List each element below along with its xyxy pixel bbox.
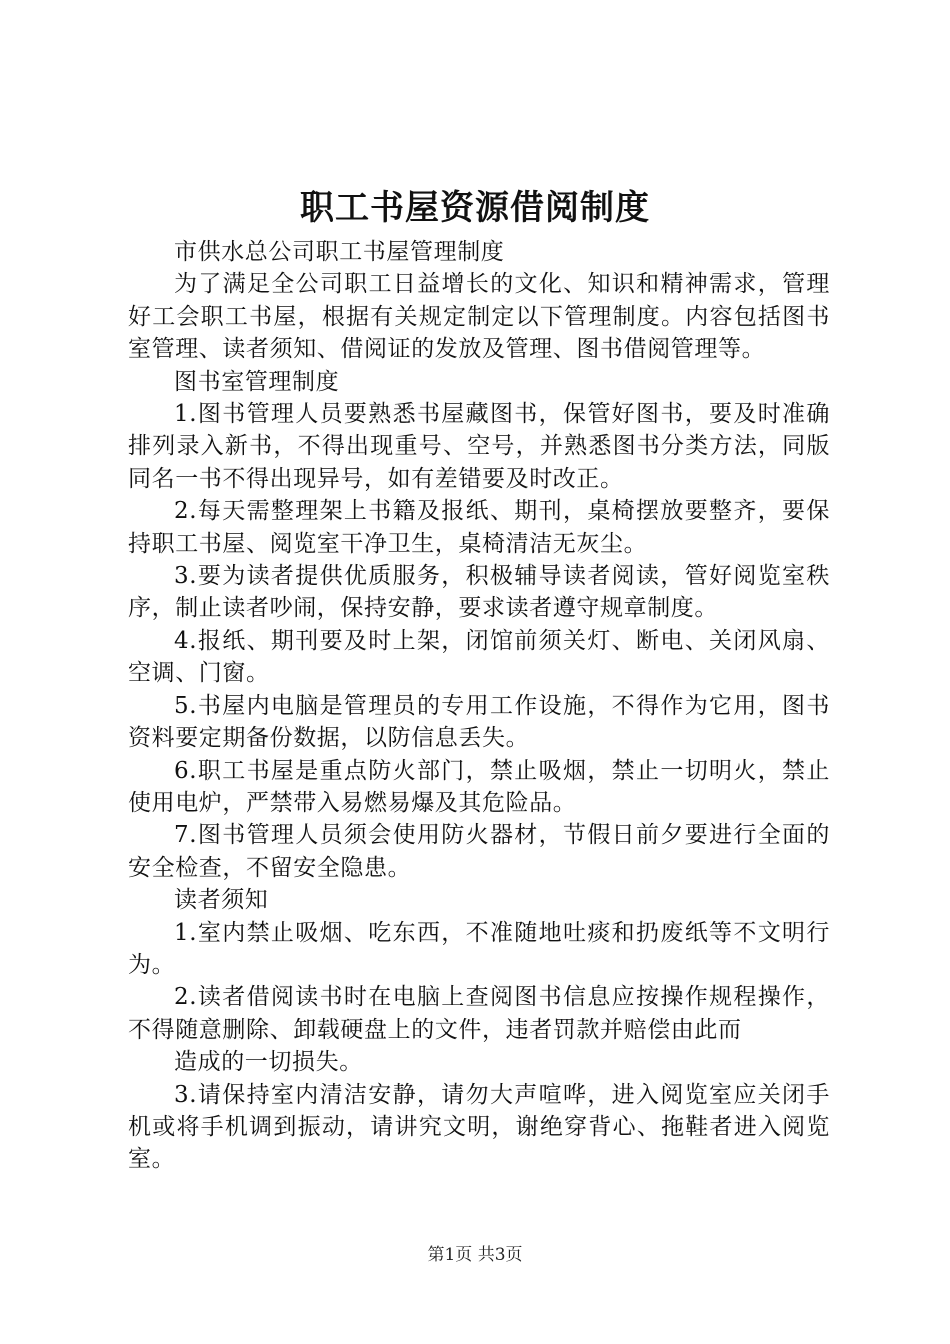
section-heading-library-rules: 图书室管理制度: [174, 368, 340, 395]
paragraph-rule-2: 2.每天需整理架上书籍及报纸、期刊，桌椅摆放要整齐，要保持职工书屋、阅览室干净卫生，桌椅清洁无灰尘。: [128, 498, 830, 557]
paragraph-rule-4: 4.报纸、期刊要及时上架，闭馆前须关灯、断电、关闭风扇、空调、门窗。: [128, 627, 830, 687]
document-title: 职工书屋资源借阅制度: [300, 188, 650, 228]
paragraph-rule-5: 5.书屋内电脑是管理员的专用工作设施，不得作为它用，图书资料要定期备份数据，以防信息丢失。: [128, 692, 830, 752]
paragraph-rule-6: 6.职工书屋是重点防火部门，禁止吸烟，禁止一切明火，禁止使用电炉，严禁带入易燃易爆及其危险品。: [128, 757, 830, 816]
document-body: [128, 236, 830, 1176]
paragraph-rule-3: 3.要为读者提供优质服务，积极辅导读者阅读，管好阅览室秩序，制止读者吵闹，保持安静，要求读者遵守规章制度。: [128, 563, 830, 622]
paragraph-notice-2: 2.读者借阅读书时在电脑上查阅图书信息应按操作规程操作，不得随意删除、卸载硬盘上的文件，违者罚款并赔偿由此而: [128, 984, 830, 1043]
paragraph-rule-7: 7.图书管理人员须会使用防火器材，节假日前夕要进行全面的安全检查，不留安全隐患。: [128, 822, 830, 881]
paragraph-intro-heading: 市供水总公司职工书屋管理制度: [174, 239, 505, 265]
paragraph-notice-3: 3.请保持室内清洁安静，请勿大声喧哗，进入阅览室应关闭手机或将手机调到振动，请讲究文明，谢绝穿背心、拖鞋者进入阅览室。: [128, 1081, 830, 1173]
paragraph-notice-1: 1.室内禁止吸烟、吃东西，不准随地吐痰和扔废纸等不文明行为。: [128, 919, 830, 978]
paragraph-notice-2-continued: 造成的一切损失。: [174, 1049, 363, 1076]
page-number-footer: 第1页 共3页: [427, 1245, 523, 1265]
paragraph-intro: 为了满足全公司职工日益增长的文化、知识和精神需求，管理好工会职工书屋，根据有关规定制定以下管理制度。内容包括图书室管理、读者须知、借阅证的发放及管理、图书借阅管理等。: [128, 271, 830, 363]
section-heading-reader-notice: 读者须知: [174, 887, 269, 914]
paragraph-rule-1: 1.图书管理人员要熟悉书屋藏图书，保管好图书，要及时准确排列录入新书，不得出现重号、空号，并熟悉图书分类方法，同版同名一书不得出现异号，如有差错要及时改正。: [128, 401, 830, 492]
